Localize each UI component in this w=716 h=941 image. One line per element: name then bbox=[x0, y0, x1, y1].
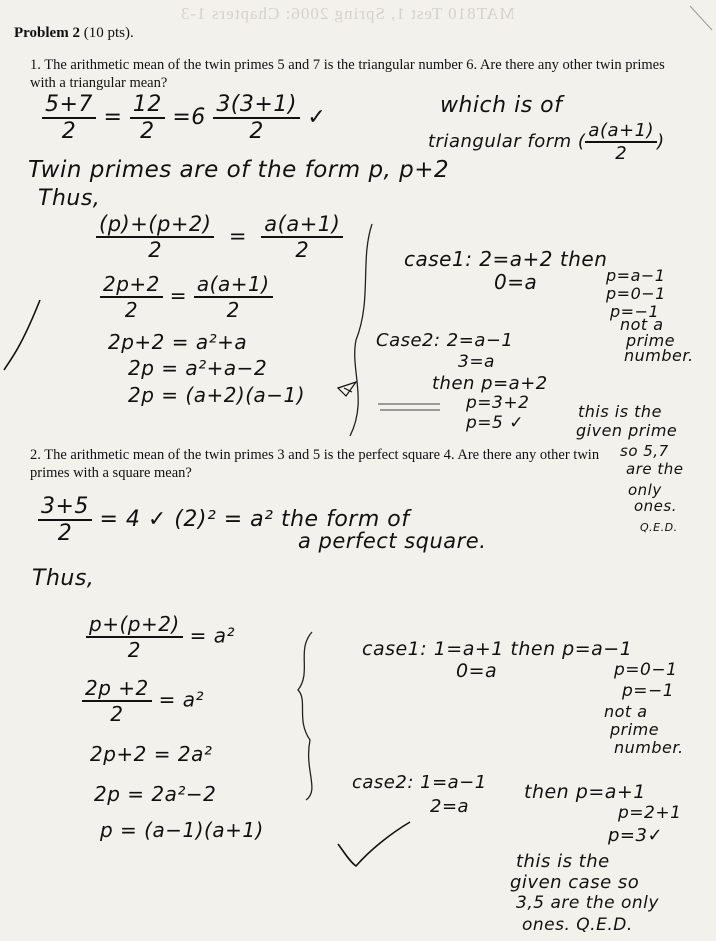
q2-case1-g: number. bbox=[614, 738, 684, 757]
q2-line2: a perfect square. bbox=[298, 529, 487, 553]
bleed-through-header: MAT810 Test 1, Spring 2006: Chapters 1-3 bbox=[180, 4, 515, 23]
q1-eq1-rhs-num: a(a+1) bbox=[261, 212, 343, 238]
q2-thus: Thus, bbox=[32, 566, 95, 591]
q1-eq1-den: 2 bbox=[148, 238, 163, 262]
q2-case1-c: p=0−1 bbox=[614, 660, 678, 680]
q2-eq2-num: 2p +2 bbox=[82, 676, 152, 702]
q1-eq1-rhs-den: 2 bbox=[295, 238, 310, 262]
q2-eq4: 2p = 2a²−2 bbox=[94, 782, 217, 806]
q1-frac1-den: 2 bbox=[61, 119, 77, 144]
q1-result: =6 bbox=[172, 105, 206, 130]
q1-eq5: 2p = (a+2)(a−1) bbox=[128, 383, 306, 407]
q1-case1-f: not a bbox=[620, 315, 664, 334]
q1-eq2-den: 2 bbox=[124, 298, 139, 322]
question-1-text: The arithmetic mean of the twin primes 5 and 7 is the triangular number 6. Are there any other twin primes with a triangular mean? bbox=[30, 57, 665, 91]
question-1-number: 1. bbox=[30, 57, 41, 73]
q2-case2-h: 3,5 are the only bbox=[516, 893, 659, 913]
q1-eq1-num: (p)+(p+2) bbox=[96, 212, 214, 238]
q2-case2-a: case2: 1=a−1 bbox=[352, 772, 487, 793]
q2-result: = 4 ✓ (2)² = a² bbox=[99, 507, 274, 532]
q2-eq1-rhs: = a² bbox=[189, 623, 235, 648]
q2-case1-a: case1: 1=a+1 then p=a−1 bbox=[362, 638, 633, 660]
q1-thus: Thus, bbox=[38, 186, 101, 211]
question-2-text: The arithmetic mean of the twin primes 3 and 5 is the perfect square 4. Are there any other twin primes with a square mean? bbox=[30, 447, 600, 481]
q1-frac1-num: 5+7 bbox=[42, 92, 96, 119]
q1-grader-check-icon bbox=[4, 300, 40, 370]
q2-case2-d: p=2+1 bbox=[618, 803, 682, 823]
q1-eq2-rhs-den: 2 bbox=[226, 298, 240, 322]
q2-frac1-den: 2 bbox=[57, 521, 73, 546]
q2-eq1-num: p+(p+2) bbox=[86, 612, 183, 638]
q1-frac3-den: 2 bbox=[249, 119, 264, 144]
q1-frac2-num: 12 bbox=[130, 92, 165, 119]
q2-case2-e: p=3✓ bbox=[608, 825, 664, 846]
q1-case2-b: 3=a bbox=[458, 352, 495, 372]
q1-eq1: $\frac{(p)+(p+2)}{2}$ = $\frac{a(a+1)}{2}$ bbox=[96, 212, 343, 262]
q1-twin-primes: Twin primes are of the form p, p+2 bbox=[28, 157, 450, 183]
q2-eq2-den: 2 bbox=[110, 702, 124, 726]
q2-case2-g: given case so bbox=[510, 872, 640, 893]
q1-case2-k: ones. bbox=[634, 497, 677, 515]
q1-triangular-form-label: triangular form bbox=[428, 131, 572, 152]
q1-case1-g: prime bbox=[626, 331, 676, 350]
q1-case2-h: so 5,7 bbox=[620, 442, 669, 460]
q2-case2-f: this is the bbox=[516, 851, 610, 872]
q1-case2-g: given prime bbox=[576, 421, 678, 440]
q1-eq2-rhs-num: a(a+1) bbox=[194, 272, 273, 298]
q2-eq1-den: 2 bbox=[127, 638, 141, 662]
check-mark-icon: ✓ bbox=[307, 105, 327, 130]
q2-brace-line bbox=[298, 632, 312, 800]
q1-equals: = bbox=[103, 105, 123, 130]
q1-crossed-out-text bbox=[378, 404, 440, 410]
problem-label: Problem 2 bbox=[14, 25, 80, 41]
q2-grader-check-icon bbox=[338, 822, 410, 866]
q1-which-is: which is of bbox=[440, 93, 563, 118]
q1-scribble-arrow-icon bbox=[338, 382, 356, 396]
q2-case2-c: then p=a+1 bbox=[524, 781, 646, 803]
q1-case2-f: this is the bbox=[578, 402, 662, 421]
q1-case2-e: p=5 ✓ bbox=[466, 413, 524, 433]
q1-case2-i: are the bbox=[626, 460, 684, 478]
q2-case1-f: prime bbox=[610, 720, 660, 739]
q1-eq2: $\frac{2p+2}{2}$ = $\frac{a(a+1)}{2}$ bbox=[100, 272, 273, 322]
q1-form-num: a(a+1) bbox=[585, 120, 657, 143]
q2-eq3: 2p+2 = 2a² bbox=[90, 742, 213, 766]
q1-frac3-num: 3(3+1) bbox=[213, 92, 300, 119]
q2-case1-e: not a bbox=[604, 702, 648, 721]
q2-eq5: p = (a−1)(a+1) bbox=[100, 818, 264, 842]
q1-case2-a: Case2: 2=a−1 bbox=[376, 330, 514, 351]
q1-case1-c: p=a−1 bbox=[606, 266, 666, 285]
question-2-number: 2. bbox=[30, 447, 41, 463]
q1-case2-j: only bbox=[628, 481, 662, 499]
q2-case1-d: p=−1 bbox=[622, 681, 675, 701]
q1-form-den: 2 bbox=[615, 143, 628, 164]
q1-case2-c: then p=a+2 bbox=[432, 373, 548, 394]
q1-case1-d: p=0−1 bbox=[606, 284, 666, 303]
q1-case2-d: p=3+2 bbox=[466, 393, 530, 413]
q2-case2-i: ones. Q.E.D. bbox=[522, 915, 633, 935]
q1-case1-a: case1: 2=a+2 then bbox=[404, 247, 608, 271]
q2-frac1-num: 3+5 bbox=[38, 494, 92, 521]
q1-case2-l: Q.E.D. bbox=[640, 521, 678, 534]
q2-form-of: the form of bbox=[280, 507, 410, 532]
q1-divider-line bbox=[350, 224, 372, 436]
q2-case2-b: 2=a bbox=[430, 796, 470, 817]
corner-mark bbox=[690, 6, 712, 30]
q1-triangular-form: triangular form ( $\frac{a(a+1)}{2}$ ) bbox=[428, 120, 665, 164]
q1-case1-h: number. bbox=[624, 346, 694, 365]
problem-points: (10 pts). bbox=[83, 25, 134, 41]
q1-eq3: 2p+2 = a²+a bbox=[108, 330, 248, 354]
q1-eq2-num: 2p+2 bbox=[100, 272, 163, 298]
q1-eq4: 2p = a²+a−2 bbox=[128, 356, 268, 380]
q1-frac2-den: 2 bbox=[140, 119, 155, 144]
q2-eq2-rhs: = a² bbox=[158, 687, 205, 712]
q1-case1-b: 0=a bbox=[494, 270, 538, 294]
q2-case1-b: 0=a bbox=[456, 660, 498, 682]
q1-case1-e: p=−1 bbox=[610, 302, 660, 321]
